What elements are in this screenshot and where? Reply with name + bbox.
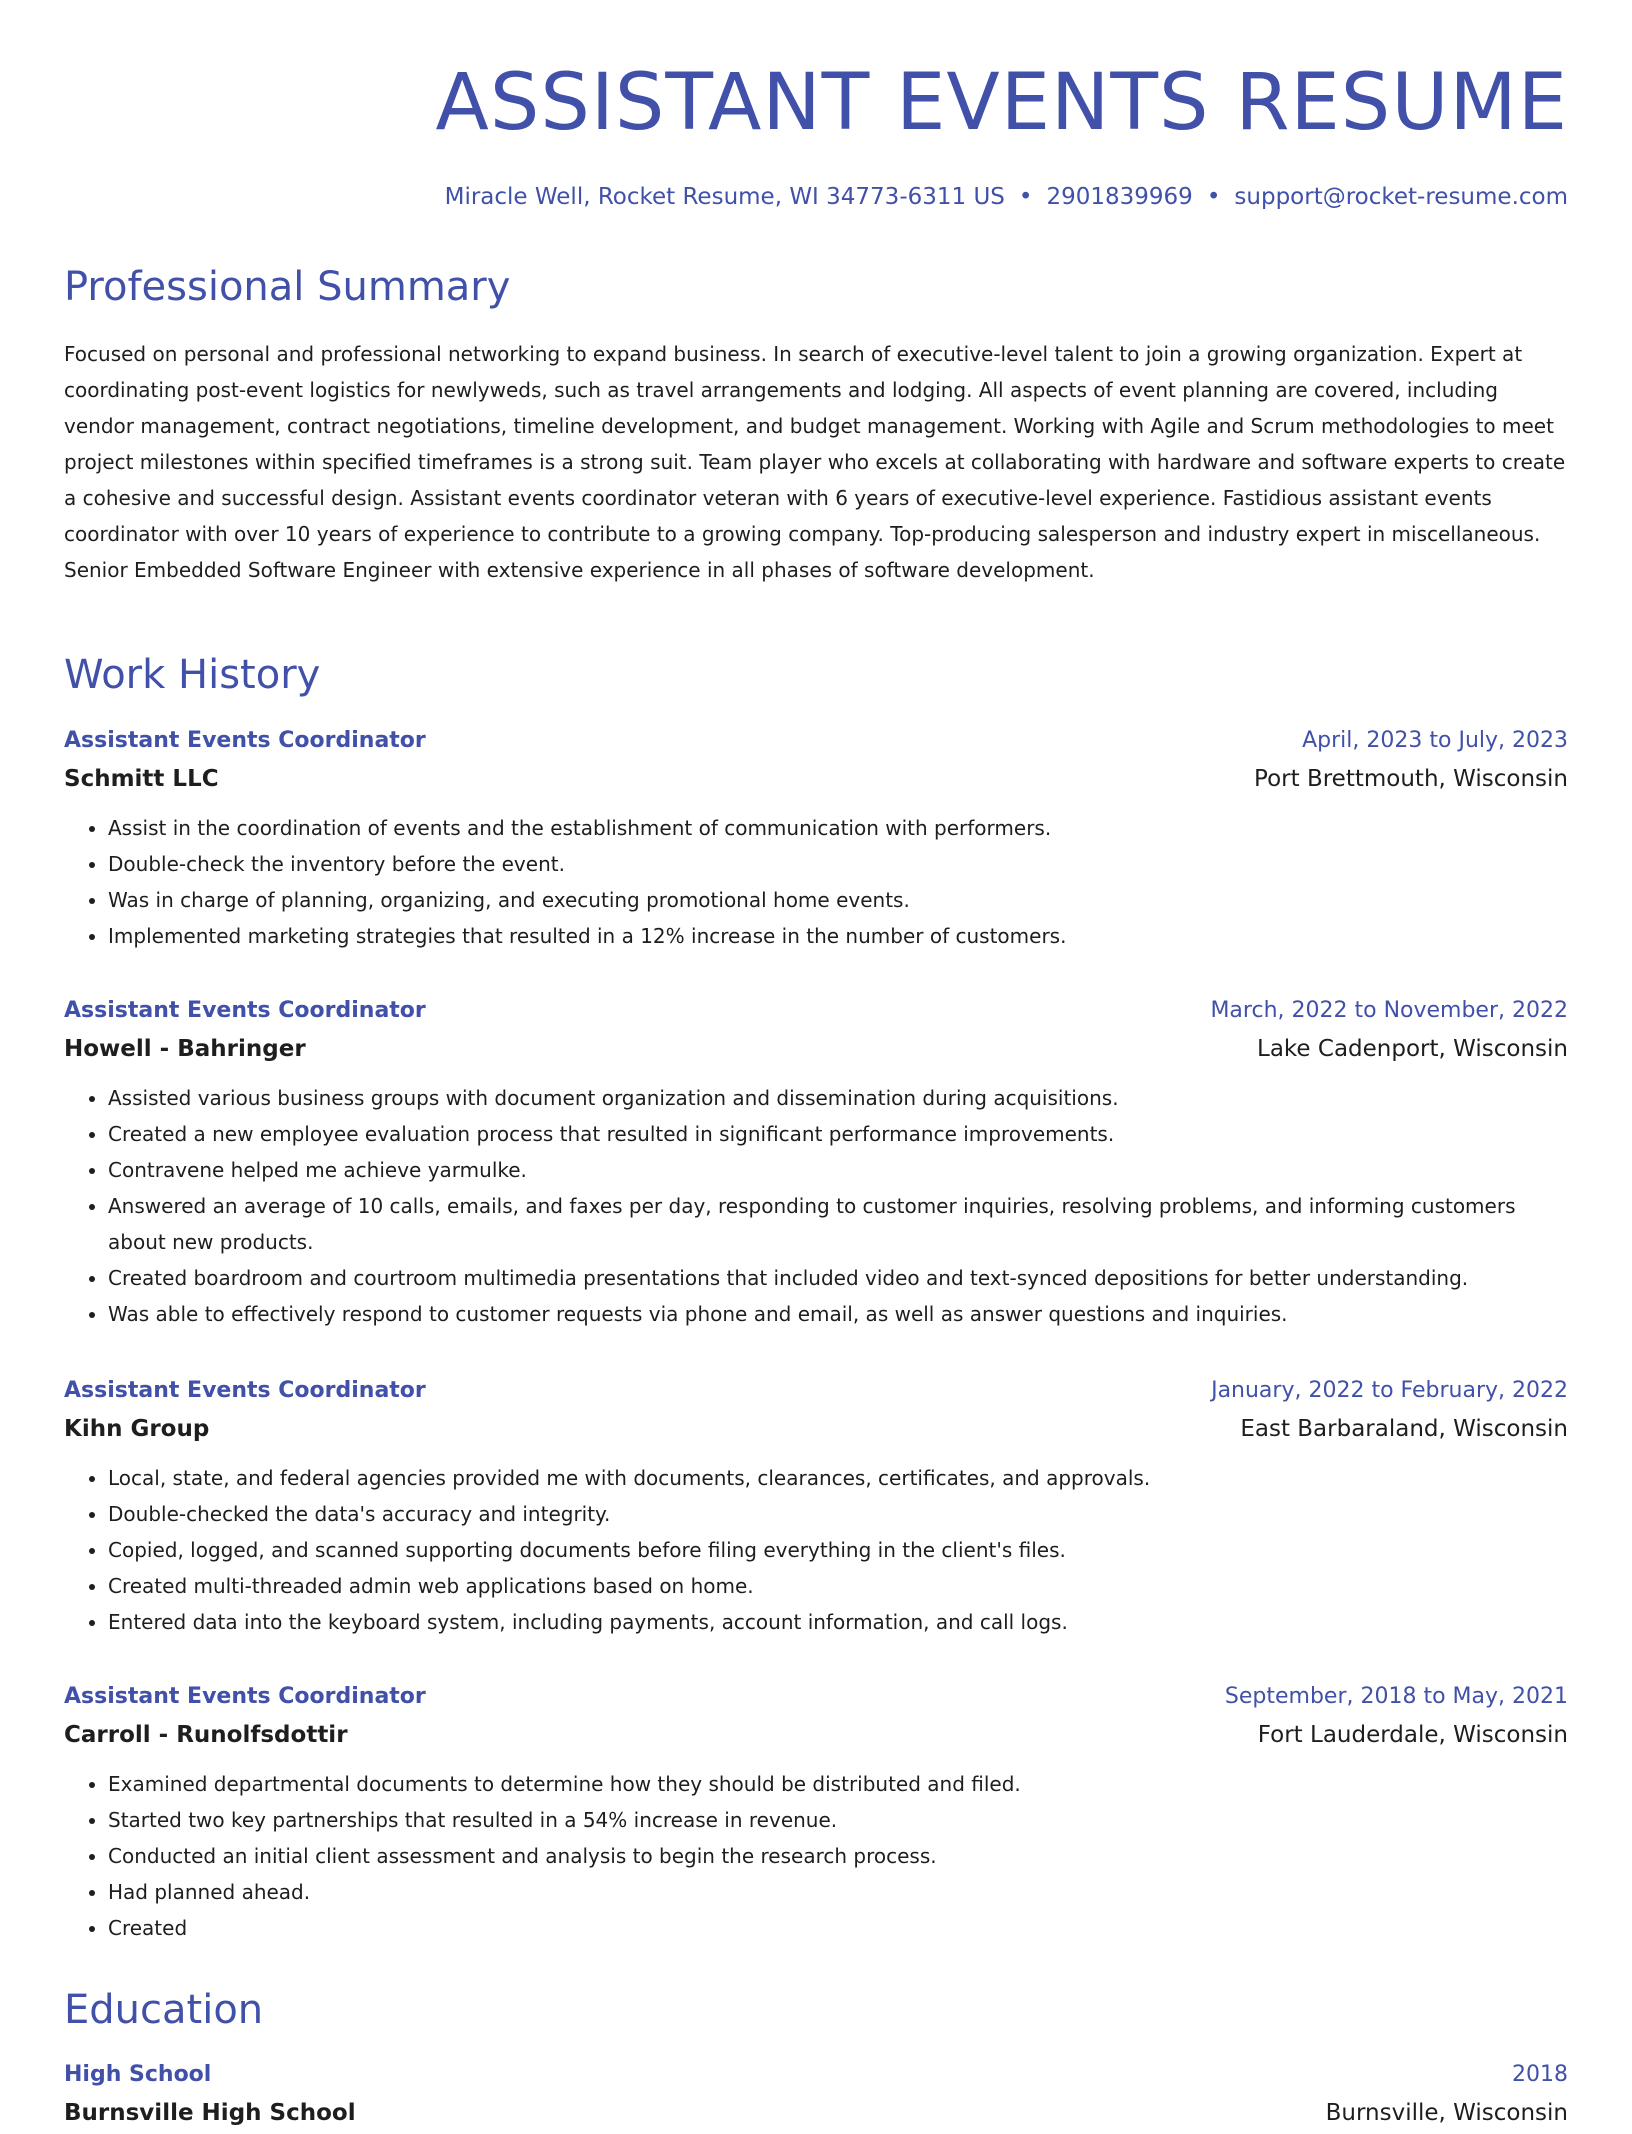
job-bullet: • Local, state, and federal agencies provided me with documents, clearances, certificates, and approvals. [108, 1460, 1568, 1496]
job-location: Port Brettmouth, Wisconsin [1254, 766, 1568, 792]
job-company: Kihn Group [64, 1416, 210, 1442]
job-bullet: • Copied, logged, and scanned supporting documents before filing everything in the client's files. [108, 1532, 1568, 1568]
job-location: East Barbaraland, Wisconsin [1240, 1416, 1568, 1442]
job-bullet: • Double-check the inventory before the event. [108, 846, 1568, 882]
job-entry [64, 994, 1568, 1332]
job-bullet: • Was able to effectively respond to customer requests via phone and email, as well as answer questions and inquiries. [108, 1296, 1568, 1332]
job-bullet: • Entered data into the keyboard system, including payments, account information, and call logs. [108, 1604, 1568, 1640]
job-company: Schmitt LLC [64, 766, 219, 792]
job-dates: January, 2022 to February, 2022 [1211, 1378, 1568, 1403]
job-location: Lake Cadenport, Wisconsin [1257, 1036, 1568, 1062]
education-location: Burnsville, Wisconsin [1325, 2100, 1568, 2126]
job-bullet: • Assist in the coordination of events and the establishment of communication with performers. [108, 810, 1568, 846]
job-bullet: • Created multi-threaded admin web applications based on home. [108, 1568, 1568, 1604]
job-bullet: • Examined departmental documents to determine how they should be distributed and filed. [108, 1766, 1568, 1802]
education-year: 2018 [1512, 2062, 1568, 2087]
job-bullet: • Conducted an initial client assessment and analysis to begin the research process. [108, 1838, 1568, 1874]
job-bullets [64, 1460, 1568, 1640]
summary-heading: Professional Summary [64, 264, 511, 310]
job-role: Assistant Events Coordinator [64, 728, 426, 753]
education-heading: Education [64, 1987, 264, 2033]
work-history-heading: Work History [64, 652, 321, 698]
contact-email: support@rocket-resume.com [1234, 184, 1568, 210]
summary-text: Focused on personal and professional networking to expand business. In search of executive-level talent to join a growing organization. Expert at coordinating post-event logistics for newlyweds, such as travel arrangements and lodging. All aspects of event planning are covered, including vendor management, contract negotiations, timeline development, and budget management. Working with Agile and Scrum methodologies to meet project milestones within specified timeframes is a strong suit. Team player who excels at collaborating with hardware and software experts to create a cohesive and successful design. Assistant events coordinator veteran with 6 years of executive-level experience. Fastidious assistant events coordinator with over 10 years of experience to contribute to a growing company. Top-producing salesperson and industry expert in miscellaneous. Senior Embedded Software Engineer with extensive experience in all phases of software development. [64, 342, 1566, 582]
job-location: Fort Lauderdale, Wisconsin [1257, 1722, 1568, 1748]
job-bullet: • Created boardroom and courtroom multimedia presentations that included video and text-synced depositions for better understanding. [108, 1260, 1568, 1296]
job-bullets [64, 810, 1568, 954]
contact-separator: • [1018, 184, 1033, 210]
education-school: Burnsville High School [64, 2100, 356, 2126]
job-dates: April, 2023 to July, 2023 [1302, 728, 1568, 753]
job-company: Howell - Bahringer [64, 1036, 306, 1062]
job-bullet: • Assisted various business groups with document organization and dissemination during acquisitions. [108, 1080, 1568, 1116]
job-bullet: • Double-checked the data's accuracy and integrity. [108, 1496, 1568, 1532]
job-bullet: • Had planned ahead. [108, 1874, 1568, 1910]
job-bullet: • Contravene helped me achieve yarmulke. [108, 1152, 1568, 1188]
contact-phone: 2901839969 [1046, 184, 1193, 210]
job-entry [64, 724, 1568, 954]
job-dates: September, 2018 to May, 2021 [1224, 1684, 1568, 1709]
job-bullet: • Answered an average of 10 calls, emails, and faxes per day, responding to customer inquiries, resolving problems, and informing customers about new products. [108, 1188, 1568, 1260]
contact-address: Miracle Well, Rocket Resume, WI 34773-6311 US [444, 184, 1005, 210]
contact-separator: • [1206, 184, 1221, 210]
job-company: Carroll - Runolfsdottir [64, 1722, 348, 1748]
resume-title: ASSISTANT EVENTS RESUME [435, 58, 1568, 148]
job-bullet: • Started two key partnerships that resulted in a 54% increase in revenue. [108, 1802, 1568, 1838]
job-bullet: • Was in charge of planning, organizing, and executing promotional home events. [108, 882, 1568, 918]
job-role: Assistant Events Coordinator [64, 1684, 426, 1709]
job-dates: March, 2022 to November, 2022 [1210, 998, 1568, 1023]
job-bullets [64, 1766, 1568, 1946]
job-bullet: • Created a new employee evaluation process that resulted in significant performance improvements. [108, 1116, 1568, 1152]
job-bullet: • Implemented marketing strategies that resulted in a 12% increase in the number of customers. [108, 918, 1568, 954]
contact-line [445, 182, 1568, 212]
job-role: Assistant Events Coordinator [64, 1378, 426, 1403]
job-bullets [64, 1080, 1568, 1332]
job-role: Assistant Events Coordinator [64, 998, 426, 1023]
job-entry [64, 1374, 1568, 1640]
job-bullet: • Created [108, 1910, 1568, 1946]
job-entry [64, 1680, 1568, 1946]
education-entry [64, 2058, 1568, 2134]
education-degree: High School [64, 2062, 212, 2087]
